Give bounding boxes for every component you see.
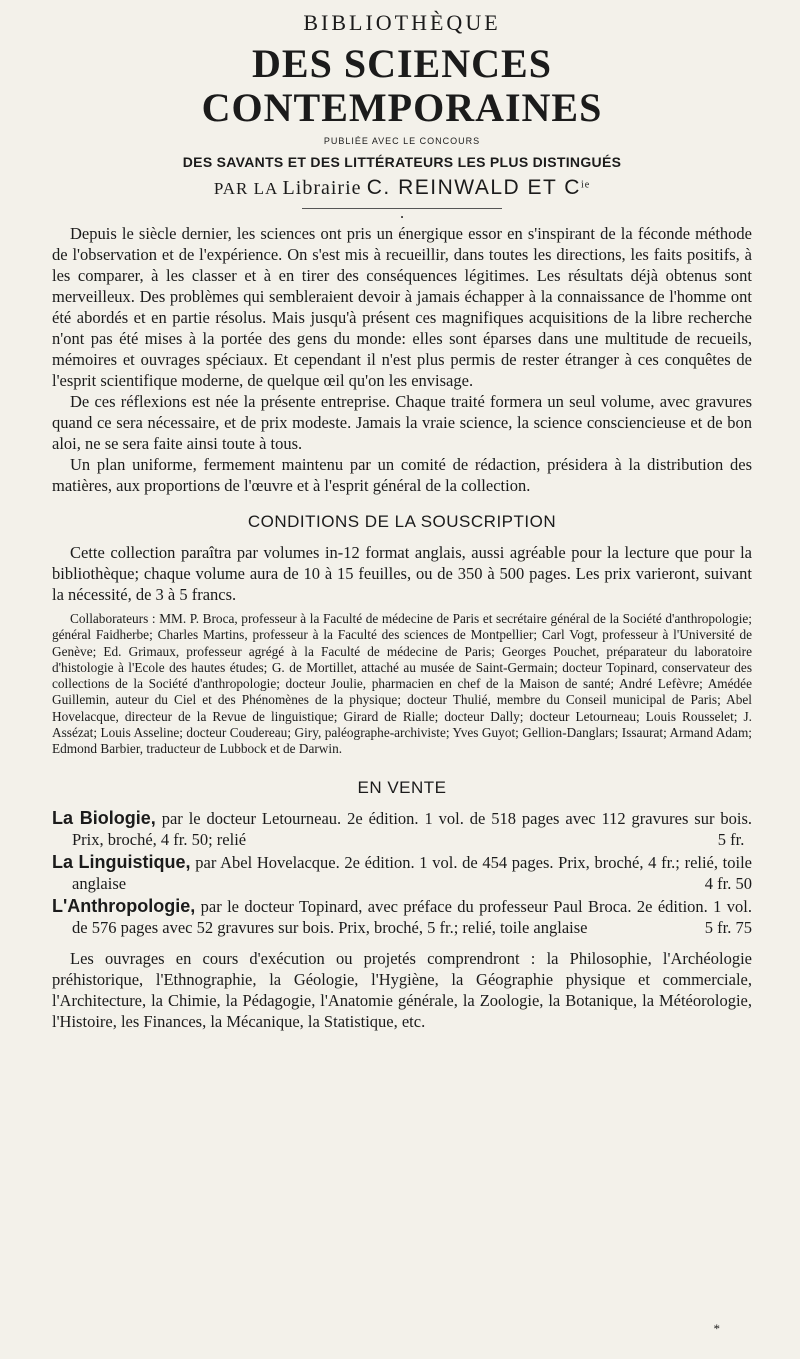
- publisher-name: C. REINWALD ET C: [366, 176, 581, 199]
- book-title: L'Anthropologie,: [52, 895, 196, 916]
- published-with-line: PUBLIÉE AVEC LE CONCOURS: [323, 136, 481, 146]
- book-item-anthropologie: [52, 896, 752, 938]
- en-vente-title: EN VENTE: [357, 777, 447, 797]
- conditions-title: CONDITIONS DE LA SOUSCRIPTION: [247, 512, 557, 531]
- collaborators-paragraph: Collaborateurs : MM. P. Broca, professeur à la Faculté de médecine de Paris et secrétaire général de la Société d'anthropologie; général Faidherbe; Charles Martins, professeur à la Faculté des sciences de Montpellier; Carl Vogt, professeur à l'Université de Genève; Ed. Grimaux, professeur agrégé à la Faculté de médecine de Paris; Georges Pouchet, préparateur du laboratoire d'histologie à l'Ecole des hautes études; G. de Mortillet, attaché au musée de Saint-Germain; docteur Topinard, conservateur des collections de la Société d'anthropologie; docteur Joulie, pharmacien en chef de la Maison de santé; André Lefèvre; Amédée Guillemin, auteur du Ciel et des Phénomènes de la physique; docteur Thulié, membre du Conseil municipal de Paris; Abel Hovelacque, directeur de la Revue de linguistique; Girard de Rialle; docteur Dally; docteur Letourneau; Louis Rousselet; J. Assézat; Louis Asseline; docteur Coudereau; Giry, paléographe-archiviste; Yves Guyot; Gellion-Danglars; Issaurat; Armand Adam; Edmond Barbier, traducteur de Lubbock et de Darwin.: [52, 611, 752, 757]
- conditions-paragraph: Cette collection paraîtra par volumes in-12 format anglais, aussi agréable pour la lecture que pour la bibliothèque; chaque volume aura de 10 à 15 feuilles, ou de 350 à 500 pages. Les prix varieront, suivant la nécessité, de 3 à 5 francs.: [52, 543, 752, 604]
- book-item-linguistique: [52, 852, 752, 894]
- intro-paragraph-3: Un plan uniforme, fermement maintenu par un comité de rédaction, présidera à la distribution des matières, aux proportions de l'œuvre et à l'esprit général de la collection.: [52, 455, 752, 495]
- book-price: 4 fr. 50: [704, 873, 752, 893]
- book-price: 5 fr.: [717, 829, 745, 849]
- ornament-dot: •: [400, 213, 404, 222]
- par-la-text: PAR LA: [213, 179, 278, 198]
- intro-paragraph-1: Depuis le siècle dernier, les sciences ont pris un énergique essor en s'inspirant de la féconde méthode de l'observation et de l'expérience. On s'est mis à recueillir, dans toutes les directions, les faits positifs, à les comparer, à les classer et à en tirer des conséquences légitimes. Les résultats déjà obtenus sont merveilleux. Des problèmes qui sembleraient devoir à jamais échapper à la connaissance de l'homme ont été abordés et en partie résolus. Mais jusqu'à présent ces magnifiques acquisitions de la libre recherche n'ont pas été mises à la portée des gens du monde: elles sont éparses dans une multitude de recueils, mémoires et ouvrages spéciaux. Et cependant il n'est plus permis de rester étranger à ces conquêtes de l'esprit scientifique moderne, de quelque œil qu'on les envisage.: [52, 224, 752, 390]
- book-price: 5 fr. 75: [704, 917, 752, 937]
- publisher-line: [52, 176, 752, 200]
- book-item-biologie: [52, 808, 752, 850]
- header-divider: [302, 208, 502, 209]
- series-main-title: DES SCIENCES CONTEMPORAINES: [201, 41, 603, 130]
- forthcoming-works-paragraph: Les ouvrages en cours d'exécution ou projetés comprendront : la Philosophie, l'Archéologie préhistorique, l'Ethnographie, la Géologie, l'Hygiène, la Géographie physique et commerciale, l'Architecture, la Chimie, la Pédagogie, l'Anatomie générale, la Zoologie, la Botanique, la Météorologie, l'Histoire, les Finances, la Mécanique, la Statistique, etc.: [52, 948, 752, 1031]
- book-title: La Biologie,: [52, 807, 156, 828]
- book-description: par Abel Hovelacque. 2e édition. 1 vol. de 454 pages. Prix, broché, 4 fr.; relié, toile anglaise: [72, 852, 753, 893]
- book-description: par le docteur Letourneau. 2e édition. 1 vol. de 518 pages avec 112 gravures sur bois. Prix, broché, 4 fr. 50; relié: [72, 808, 752, 849]
- intro-paragraph-2: De ces réflexions est née la présente entreprise. Chaque traité formera un seul volume, avec gravures quand ce sera nécessaire, et de prix modeste. Jamais la vraie science, la science consciencieuse et de bon aloi, ne se sera faite ainsi toute à tous.: [52, 392, 752, 453]
- librairie-text: Librairie: [282, 177, 362, 199]
- signature-star: *: [713, 1321, 720, 1336]
- series-top-title: BIBLIOTHÈQUE: [303, 10, 501, 35]
- book-description: par le docteur Topinard, avec préface du professeur Paul Broca. 2e édition. 1 vol. de 576 pages avec 52 gravures sur bois. Prix, broché, 5 fr.; relié, toile anglaise: [72, 896, 752, 937]
- book-title: La Linguistique,: [52, 851, 191, 872]
- publisher-sup: ie: [580, 179, 591, 191]
- savants-line: DES SAVANTS ET DES LITTÉRATEURS LES PLUS DISTINGUÉS: [182, 154, 622, 170]
